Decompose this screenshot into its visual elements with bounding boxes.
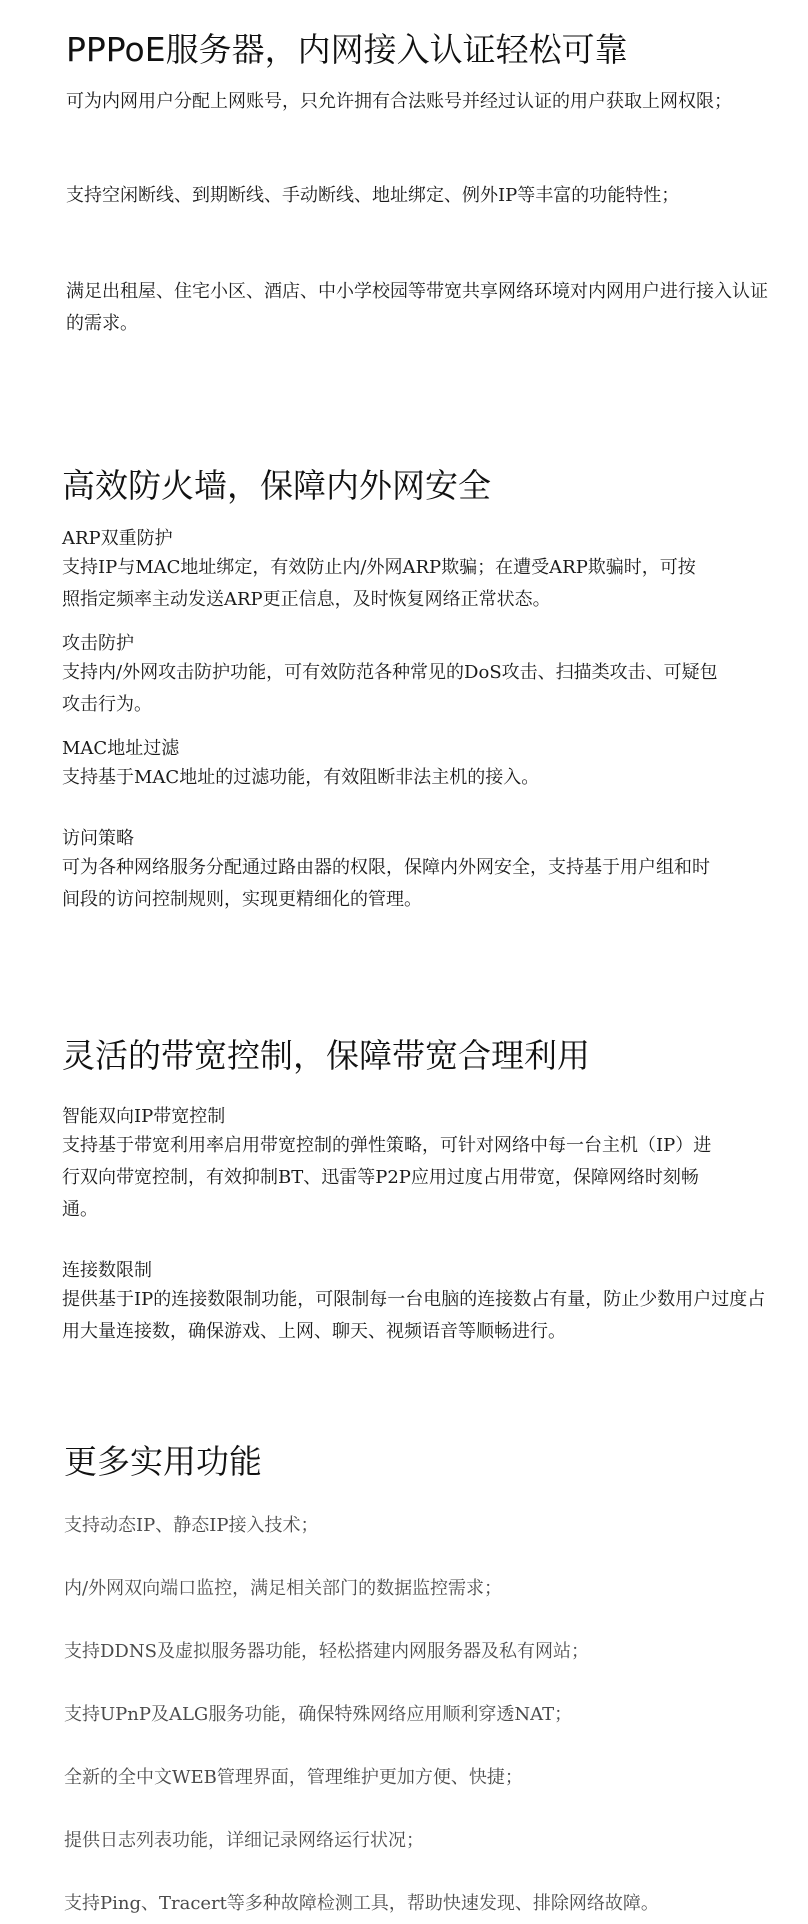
feature-heading: 攻击防护 [62,633,134,654]
pppoe-paragraph: 满足出租屋、住宅小区、酒店、中小学校园等带宽共享网络环境对内网用户进行接入认证的需求。 [66,281,768,334]
feature-body: 可为各种网络服务分配通过路由器的权限，保障内外网安全，支持基于用户组和时间段的访问控制规则，实现更精细化的管理。 [62,857,710,910]
feature-body: 支持基于MAC地址的过滤功能，有效阻断非法主机的接入。 [62,767,540,788]
more-features-title: 更多实用功能 [64,1442,262,1481]
feature-list-item: 全新的全中文WEB管理界面，管理维护更加方便、快捷； [64,1767,523,1788]
bandwidth-section [0,1034,808,1342]
feature-heading: ARP双重防护 [62,528,173,549]
feature-heading: MAC地址过滤 [62,738,180,759]
bandwidth-title: 灵活的带宽控制，保障带宽合理利用 [62,1036,590,1075]
more-features-section [0,1440,808,1914]
feature-heading: 访问策略 [62,828,134,849]
pppoe-title: PPPoE服务器，内网接入认证轻松可靠 [66,30,628,69]
firewall-title: 高效防火墙，保障内外网安全 [62,466,491,505]
pppoe-paragraph: 可为内网用户分配上网账号，只允许拥有合法账号并经过认证的用户获取上网权限； [66,91,732,112]
feature-body: 支持内/外网攻击防护功能，可有效防范各种常见的DoS攻击、扫描类攻击、可疑包攻击行为。 [62,662,718,715]
feature-body: 提供基于IP的连接数限制功能，可限制每一台电脑的连接数占有量，防止少数用户过度占用大量连接数，确保游戏、上网、聊天、视频语音等顺畅进行。 [62,1289,766,1342]
feature-list-item: 提供日志列表功能，详细记录网络运行状况； [64,1830,424,1851]
pppoe-paragraph: 支持空闲断线、到期断线、手动断线、地址绑定、例外IP等丰富的功能特性； [66,185,680,206]
feature-list-item: 支持DDNS及虚拟服务器功能，轻松搭建内网服务器及私有网站； [64,1641,589,1662]
feature-list-item: 支持动态IP、静态IP接入技术； [64,1515,319,1536]
feature-list-item: 支持Ping、Tracert等多种故障检测工具，帮助快速发现、排除网络故障。 [64,1893,659,1914]
feature-heading: 连接数限制 [62,1260,152,1281]
feature-list-item: 内/外网双向端口监控，满足相关部门的数据监控需求； [64,1578,503,1599]
pppoe-section [0,28,808,334]
feature-body: 支持IP与MAC地址绑定，有效防止内/外网ARP欺骗；在遭受ARP欺骗时，可按照指定频率主动发送ARP更正信息，及时恢复网络正常状态。 [62,557,696,610]
firewall-section [0,464,808,910]
feature-body: 支持基于带宽利用率启用带宽控制的弹性策略，可针对网络中每一台主机（IP）进行双向带宽控制，有效抑制BT、迅雷等P2P应用过度占用带宽，保障网络时刻畅通。 [62,1135,712,1220]
feature-list-item: 支持UPnP及ALG服务功能，确保特殊网络应用顺利穿透NAT； [64,1704,573,1725]
feature-heading: 智能双向IP带宽控制 [62,1106,226,1127]
